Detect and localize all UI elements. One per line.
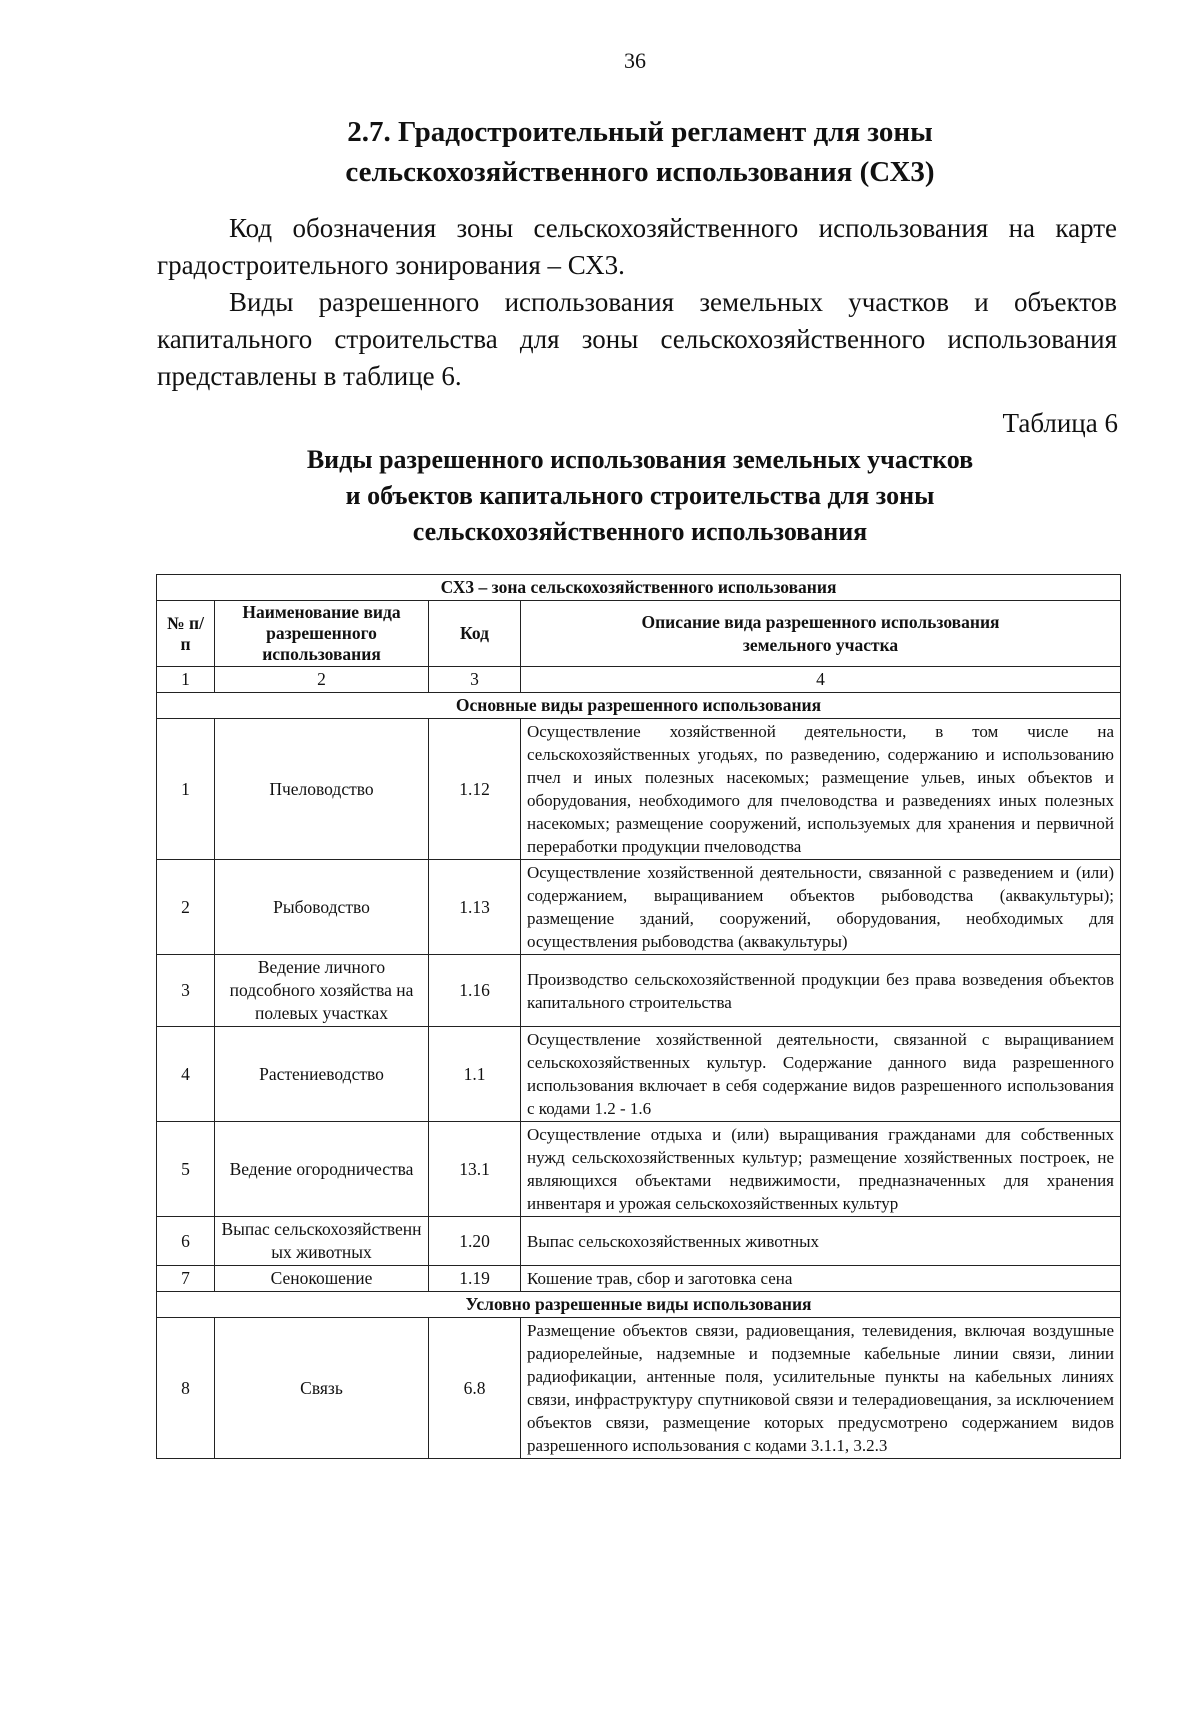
- row-code: 1.1: [429, 1027, 521, 1122]
- row-number: 6: [157, 1217, 215, 1266]
- section-title-line-2: сельскохозяйственного использования (СХ3): [345, 156, 935, 188]
- table-title-line-1: Виды разрешенного использования земельных участков: [306, 445, 974, 474]
- row-description: Осуществление хозяйственной деятельности, связанной с выращиванием сельскохозяйственных культур. Содержание данного вида разрешенного использования включает в себя содержание видов разрешенного использования с кодами 1.2 - 1.6: [521, 1027, 1121, 1122]
- column-header-code: Код: [429, 601, 521, 667]
- land-use-table: [156, 574, 1121, 1459]
- column-header-name: Наименование вида разрешенного использования: [215, 601, 429, 667]
- row-name: Растениеводство: [215, 1027, 429, 1122]
- row-number: 2: [157, 860, 215, 955]
- table-row: [157, 1027, 1121, 1122]
- row-name: Связь: [215, 1318, 429, 1459]
- row-name: Ведение личного подсобного хозяйства на полевых участках: [215, 955, 429, 1027]
- row-code: 1.13: [429, 860, 521, 955]
- row-code: 1.20: [429, 1217, 521, 1266]
- intro-paragraph-2: Виды разрешенного использования земельных участков и объектов капитального строительства для зоны сельскохозяйственного использования представлены в таблице 6.: [157, 287, 1117, 391]
- row-description: Выпас сельскохозяйственных животных: [521, 1217, 1121, 1266]
- column-number: 3: [429, 667, 521, 693]
- table-caption: Таблица 6: [1002, 408, 1118, 438]
- row-name: Ведение огородничества: [215, 1122, 429, 1217]
- row-name: Выпас сельскохозяйственн ых животных: [215, 1217, 429, 1266]
- column-header-row: [157, 601, 1121, 667]
- column-number: 2: [215, 667, 429, 693]
- table-row: [157, 1217, 1121, 1266]
- zone-header: СХ3 – зона сельскохозяйственного использования: [157, 575, 1121, 601]
- row-number: 7: [157, 1266, 215, 1292]
- section-title-line-1: 2.7. Градостроительный регламент для зоны: [347, 116, 933, 148]
- row-name: Пчеловодство: [215, 719, 429, 860]
- row-number: 8: [157, 1318, 215, 1459]
- row-number: 5: [157, 1122, 215, 1217]
- section-main-label: Основные виды разрешенного использования: [157, 693, 1121, 719]
- table-row: [157, 860, 1121, 955]
- section-conditional-label: Условно разрешенные виды использования: [157, 1292, 1121, 1318]
- row-description: Размещение объектов связи, радиовещания, телевидения, включая воздушные радиорелейные, надземные и подземные кабельные линии связи, линии радиофикации, антенные поля, усилительные пункты на кабельных линиях связи, инфраструктуру спутниковой связи и телерадиовещания, за исключением объектов связи, размещение которых предусмотрено содержанием видов разрешенного использования с кодами 3.1.1, 3.2.3: [521, 1318, 1121, 1459]
- intro-paragraph-1: Код обозначения зоны сельскохозяйственного использования на карте градостроительного зонирования – СХ3.: [157, 213, 1117, 280]
- section-title: [160, 112, 1120, 192]
- row-description: Производство сельскохозяйственной продукции без права возведения объектов капитального строительства: [521, 955, 1121, 1027]
- section-row-conditional: [157, 1292, 1121, 1318]
- row-description: Осуществление отдыха и (или) выращивания гражданами для собственных нужд сельскохозяйственных культур; размещение хозяйственных построек, не являющихся объектами недвижимости, предназначенных для хранения инвентаря и урожая сельскохозяйственных культур: [521, 1122, 1121, 1217]
- row-number: 4: [157, 1027, 215, 1122]
- row-description: Кошение трав, сбор и заготовка сена: [521, 1266, 1121, 1292]
- row-code: 1.12: [429, 719, 521, 860]
- table-title-line-3: сельскохозяйственного использования: [412, 517, 868, 546]
- row-name: Рыбоводство: [215, 860, 429, 955]
- column-number: 4: [521, 667, 1121, 693]
- table-title: [160, 442, 1120, 550]
- row-code: 6.8: [429, 1318, 521, 1459]
- column-number-row: [157, 667, 1121, 693]
- table-row: [157, 719, 1121, 860]
- row-number: 3: [157, 955, 215, 1027]
- page-number: 36: [624, 48, 646, 73]
- section-row-main: [157, 693, 1121, 719]
- table-row: [157, 1122, 1121, 1217]
- row-code: 13.1: [429, 1122, 521, 1217]
- row-code: 1.19: [429, 1266, 521, 1292]
- table-row: [157, 1266, 1121, 1292]
- column-header-description: Описание вида разрешенного использования земельного участка: [521, 601, 1121, 667]
- intro-text: [157, 210, 1117, 395]
- row-code: 1.16: [429, 955, 521, 1027]
- row-name: Сенокошение: [215, 1266, 429, 1292]
- row-description: Осуществление хозяйственной деятельности, в том числе на сельскохозяйственных угодьях, по разведению, содержанию и использованию пчел и иных полезных насекомых; размещение ульев, иных объектов и оборудования, необходимого для пчеловодства и разведениях иных полезных насекомых; размещение сооружений, используемых для хранения и первичной переработки продукции пчеловодства: [521, 719, 1121, 860]
- table-row: [157, 1318, 1121, 1459]
- row-number: 1: [157, 719, 215, 860]
- row-description: Осуществление хозяйственной деятельности, связанной с разведением и (или) содержанием, выращиванием объектов рыбоводства (аквакультуры); размещение зданий, сооружений, оборудования, необходимых для осуществления рыбоводства (аквакультуры): [521, 860, 1121, 955]
- table-row: [157, 955, 1121, 1027]
- table-title-line-2: и объектов капитального строительства для зоны: [345, 481, 935, 510]
- zone-header-row: [157, 575, 1121, 601]
- column-number: 1: [157, 667, 215, 693]
- column-header-num: № п/п: [157, 601, 215, 667]
